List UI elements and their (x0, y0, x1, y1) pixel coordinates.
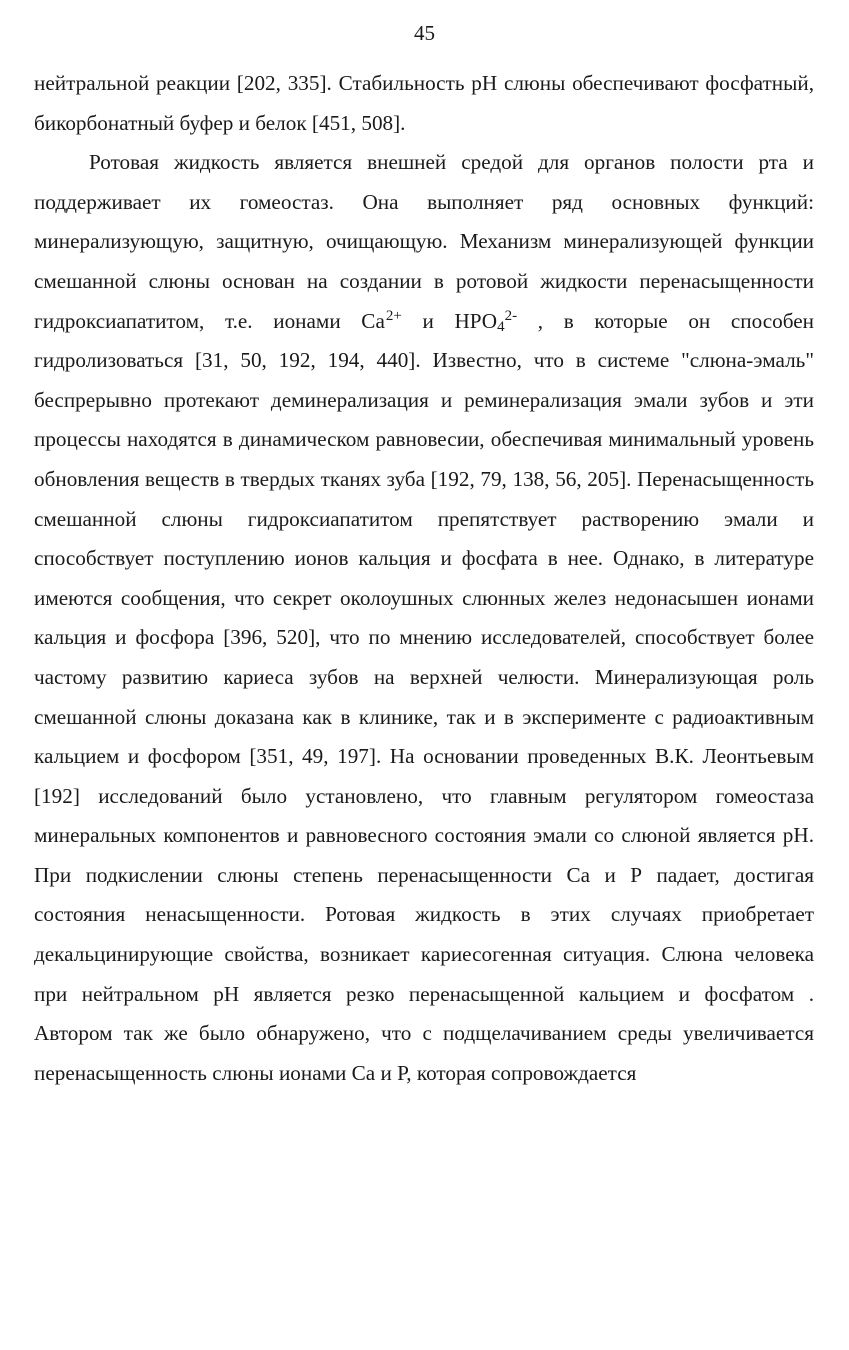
paragraph-continuation: нейтральной реакции [202, 335]. Стабильность рН слюны обеспечивают фосфатный, бикорбонатный буфер и белок [451, 508]. (34, 71, 814, 135)
conjunction-hpo: и НРО (401, 308, 498, 333)
page-number: 45 (414, 21, 435, 45)
paragraph-text-part1: Ротовая жидкость является внешней средой для органов полости рта и поддерживает их гомеостаз. Она выполняет ряд основных функций: минерализующую, защитную, очищающую. Механизм минерализующей функции смешанной слюны основан на создании в ротовой жидкости перенасыщенности гидроксиапатитом, т.е. ионами Са (34, 150, 814, 333)
document-body (34, 64, 814, 1093)
calcium-ion-charge: 2+ (385, 307, 402, 324)
hpo-subscript: 4 (497, 318, 505, 335)
hpo-ion-charge: 2- (504, 307, 518, 324)
paragraph-text-part2: , в которые он способен гидролизоваться [31, 50, 192, 194, 440]. Известно, что в системе "слюна-эмаль" беспрерывно протекают деминерализация и реминерализация эмали зубов и эти процессы находятся в динамическом равновесии, обеспечивая минимальный уровень обновления веществ в твердых тканях зуба [192, 79, 138, 56, 205]. Перенасыщенность смешанной слюны гидроксиапатитом препятствует растворению эмали и способствует поступлению ионов кальция и фосфата в нее. Однако, в литературе имеются сообщения, что секрет околоушных слюнных желез недонасышен ионами кальция и фосфора [396, 520], что по мнению исследователей, способствует более частому развитию кариеса зубов на верхней челюсти. Минерализующая роль смешанной слюны доказана как в клинике, так и в эксперименте с радиоактивным кальцием и фосфором [351, 49, 197]. На основании проведенных В.К. Леонтьевым [192] исследований было установлено, что главным регулятором гомеостаза минеральных компонентов и равновесного состояния эмали со слюной является рН. При подкислении слюны степень перенасыщенности Са и Р падает, достигая состояния ненасыщенности. Ротовая жидкость в этих случаях приобретает декальцинирующие свойства, возникает кариесогенная ситуация. Слюна человека при нейтральном рН является резко перенасыщенной кальцием и фосфатом . Автором так же было обнаружено, что с подщелачиванием среды увеличивается перенасыщенность слюны ионами Са и Р, которая сопровождается (34, 308, 815, 1085)
paragraph-oral-fluid (34, 143, 814, 1093)
